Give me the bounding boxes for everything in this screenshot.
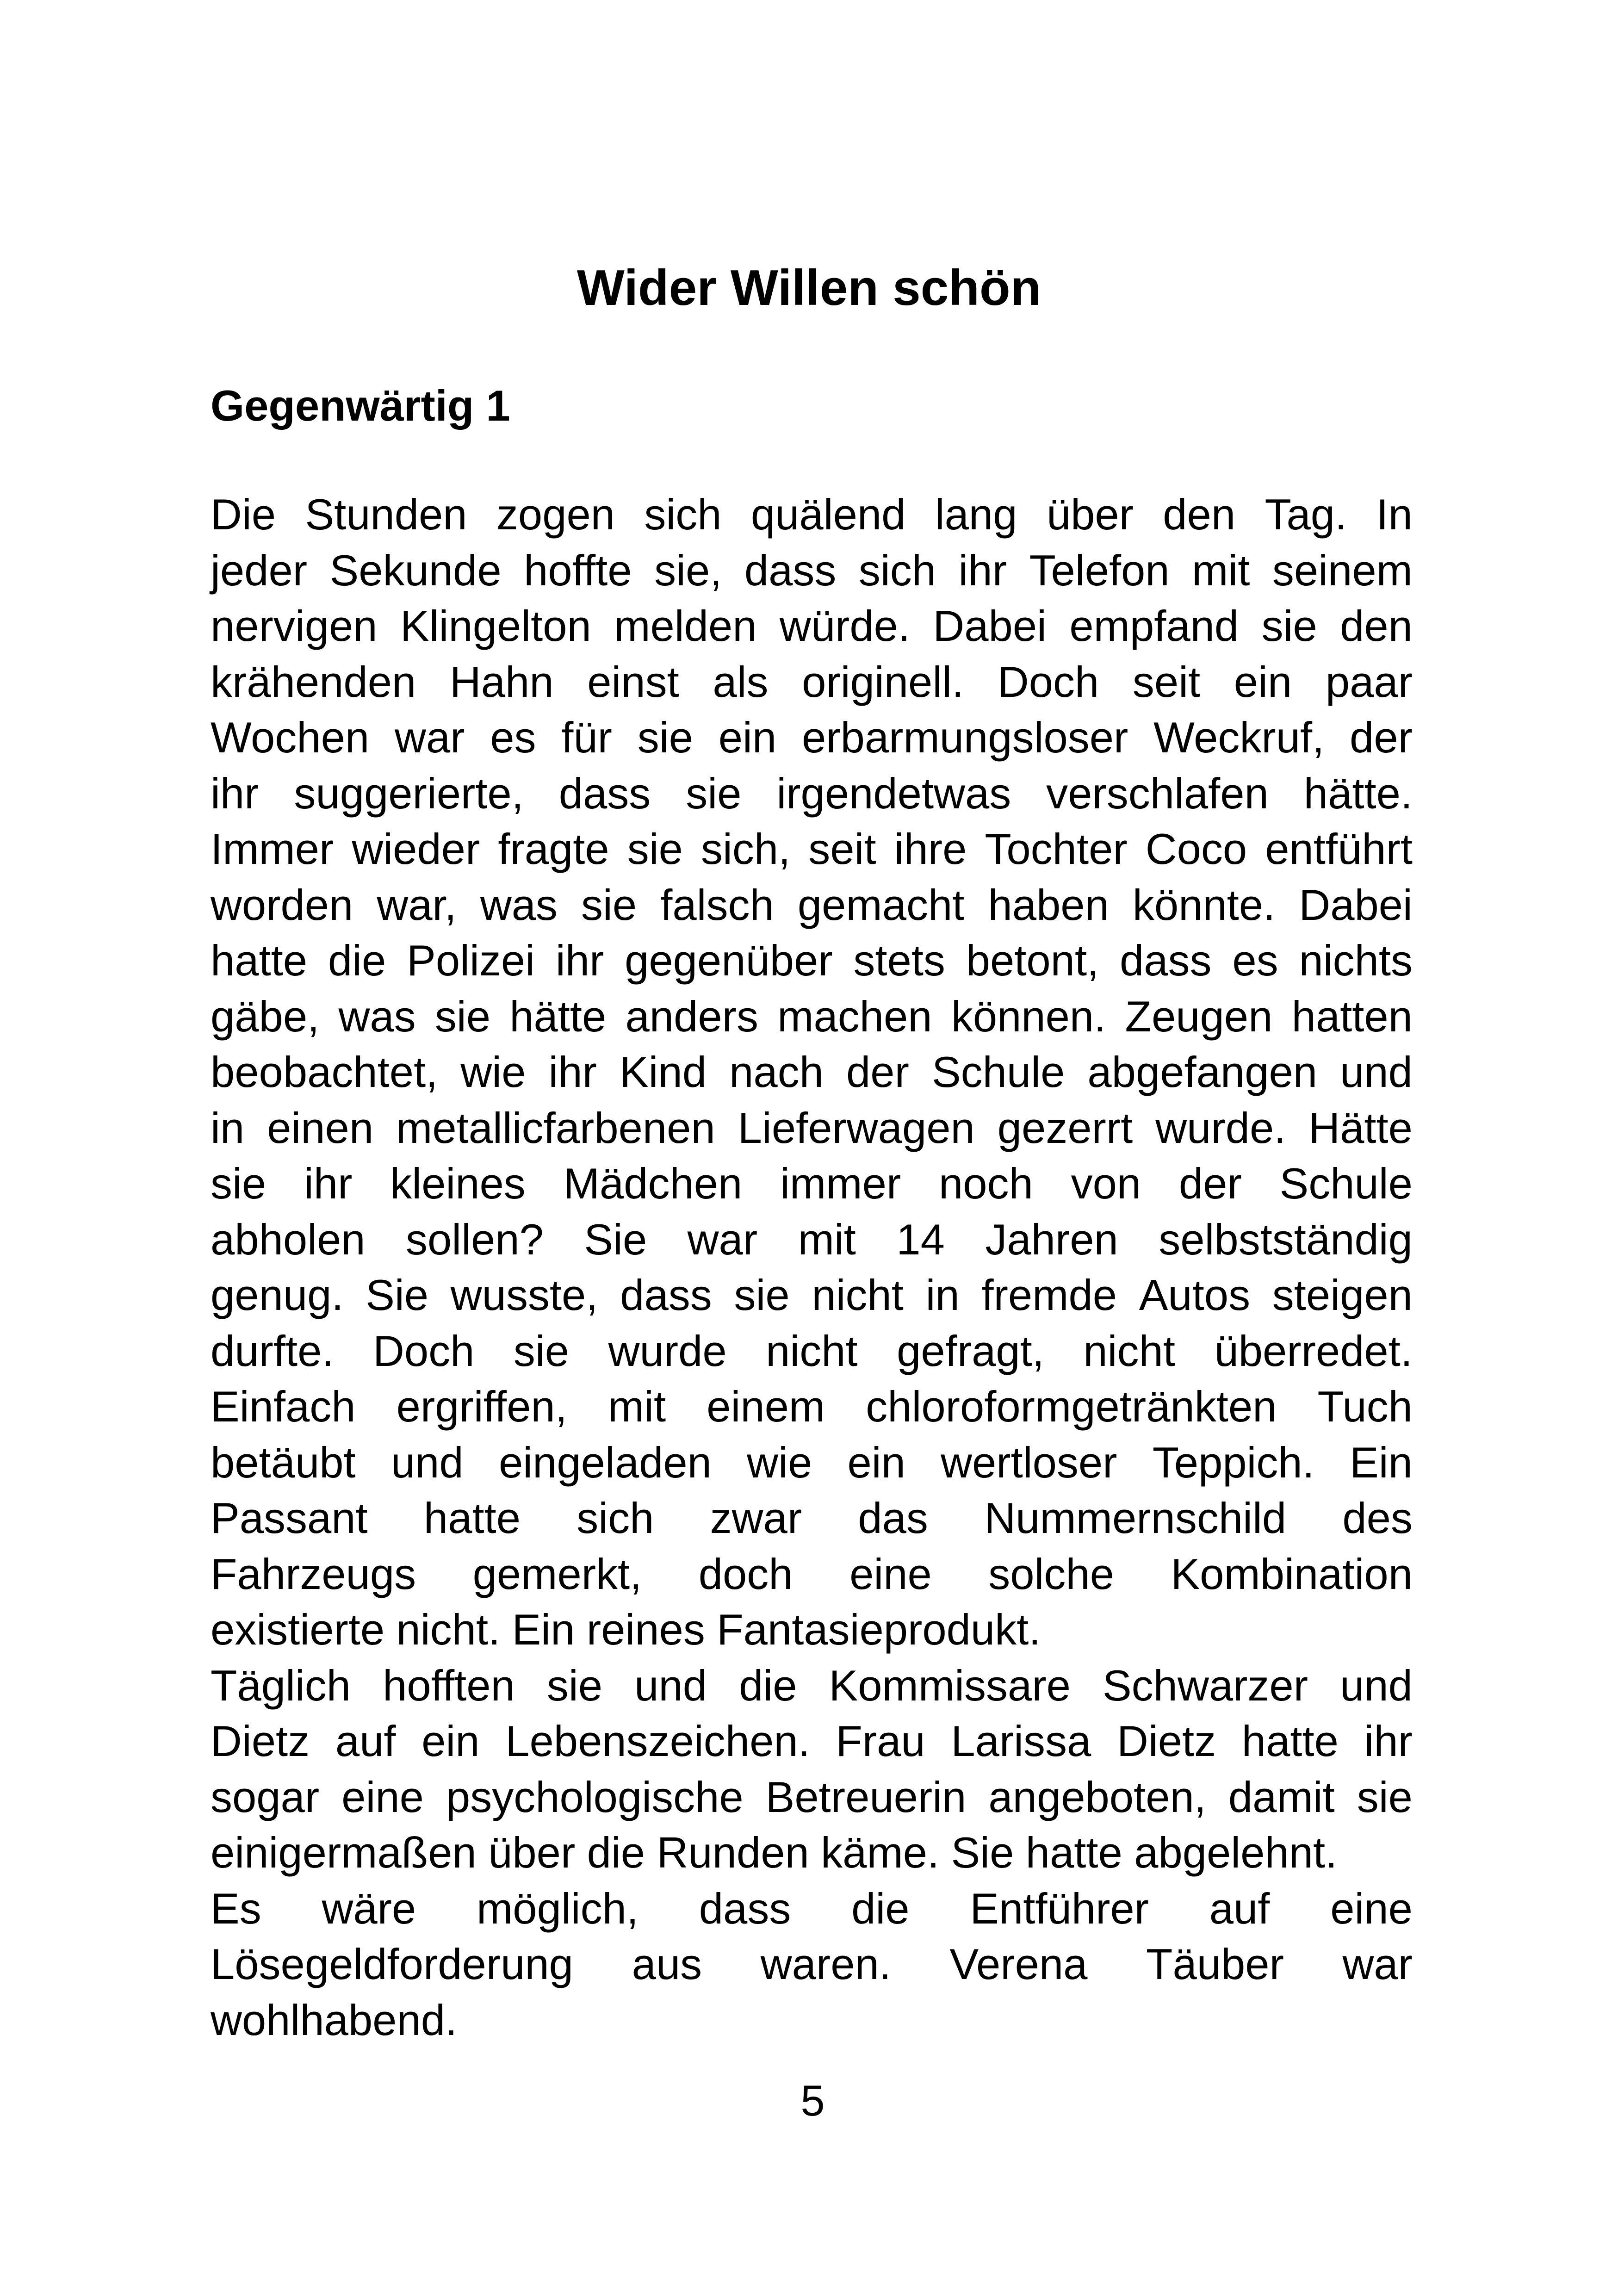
body-text <box>211 487 1413 2048</box>
text-line: Täglich hofften sie und die Kommissare Schwarzer und <box>211 1661 1413 1710</box>
text-line: jeder Sekunde hoffte sie, dass sich ihr Telefon mit seinem <box>211 546 1413 595</box>
text-line: abholen sollen? Sie war mit 14 Jahren selbstständig <box>211 1215 1413 1264</box>
text-line: gäbe, was sie hätte anders machen können. Zeugen hatten <box>211 992 1413 1041</box>
text-line: betäubt und eingeladen wie ein wertloser Teppich. Ein <box>211 1438 1413 1487</box>
text-line: Dietz auf ein Lebenszeichen. Frau Larissa Dietz hatte ihr <box>211 1717 1413 1765</box>
page-number: 5 <box>800 2076 825 2125</box>
chapter-heading: Gegenwärtig 1 <box>211 381 510 430</box>
text-line: Einfach ergriffen, mit einem chloroformgetränkten Tuch <box>211 1382 1413 1431</box>
text-line: sogar eine psychologische Betreuerin angeboten, damit sie <box>211 1772 1413 1821</box>
text-line: Lösegeldforderung aus waren. Verena Täuber war <box>211 1940 1413 1988</box>
book-title: Wider Willen schön <box>577 260 1041 316</box>
text-line: ihr suggerierte, dass sie irgendetwas verschlafen hätte. <box>211 769 1413 818</box>
text-line: durfte. Doch sie wurde nicht gefragt, nicht überredet. <box>211 1326 1413 1375</box>
text-line: genug. Sie wusste, dass sie nicht in fremde Autos steigen <box>211 1271 1413 1319</box>
text-line: nervigen Klingelton melden würde. Dabei empfand sie den <box>211 602 1413 650</box>
text-line: Fahrzeugs gemerkt, doch eine solche Kombination <box>211 1549 1413 1598</box>
text-line: Die Stunden zogen sich quälend lang über den Tag. In <box>211 490 1413 539</box>
text-line: Es wäre möglich, dass die Entführer auf eine <box>211 1884 1413 1933</box>
text-line: einigermaßen über die Runden käme. Sie hatte abgelehnt. <box>211 1828 1338 1877</box>
text-line: existierte nicht. Ein reines Fantasieprodukt. <box>211 1605 1041 1654</box>
text-line: beobachtet, wie ihr Kind nach der Schule abgefangen und <box>211 1048 1413 1096</box>
text-line: Wochen war es für sie ein erbarmungsloser Weckruf, der <box>211 713 1413 762</box>
text-line: worden war, was sie falsch gemacht haben könnte. Dabei <box>211 880 1413 929</box>
text-line: wohlhabend. <box>211 1995 458 2044</box>
text-line: krähenden Hahn einst als originell. Doch seit ein paar <box>211 657 1413 706</box>
text-line: sie ihr kleines Mädchen immer noch von der Schule <box>211 1159 1413 1208</box>
text-line: Immer wieder fragte sie sich, seit ihre Tochter Coco entführt <box>211 825 1413 873</box>
text-line: in einen metallicfarbenen Lieferwagen gezerrt wurde. Hätte <box>211 1103 1413 1152</box>
text-line: Passant hatte sich zwar das Nummernschild des <box>211 1494 1413 1542</box>
text-line: hatte die Polizei ihr gegenüber stets betont, dass es nichts <box>211 936 1413 985</box>
